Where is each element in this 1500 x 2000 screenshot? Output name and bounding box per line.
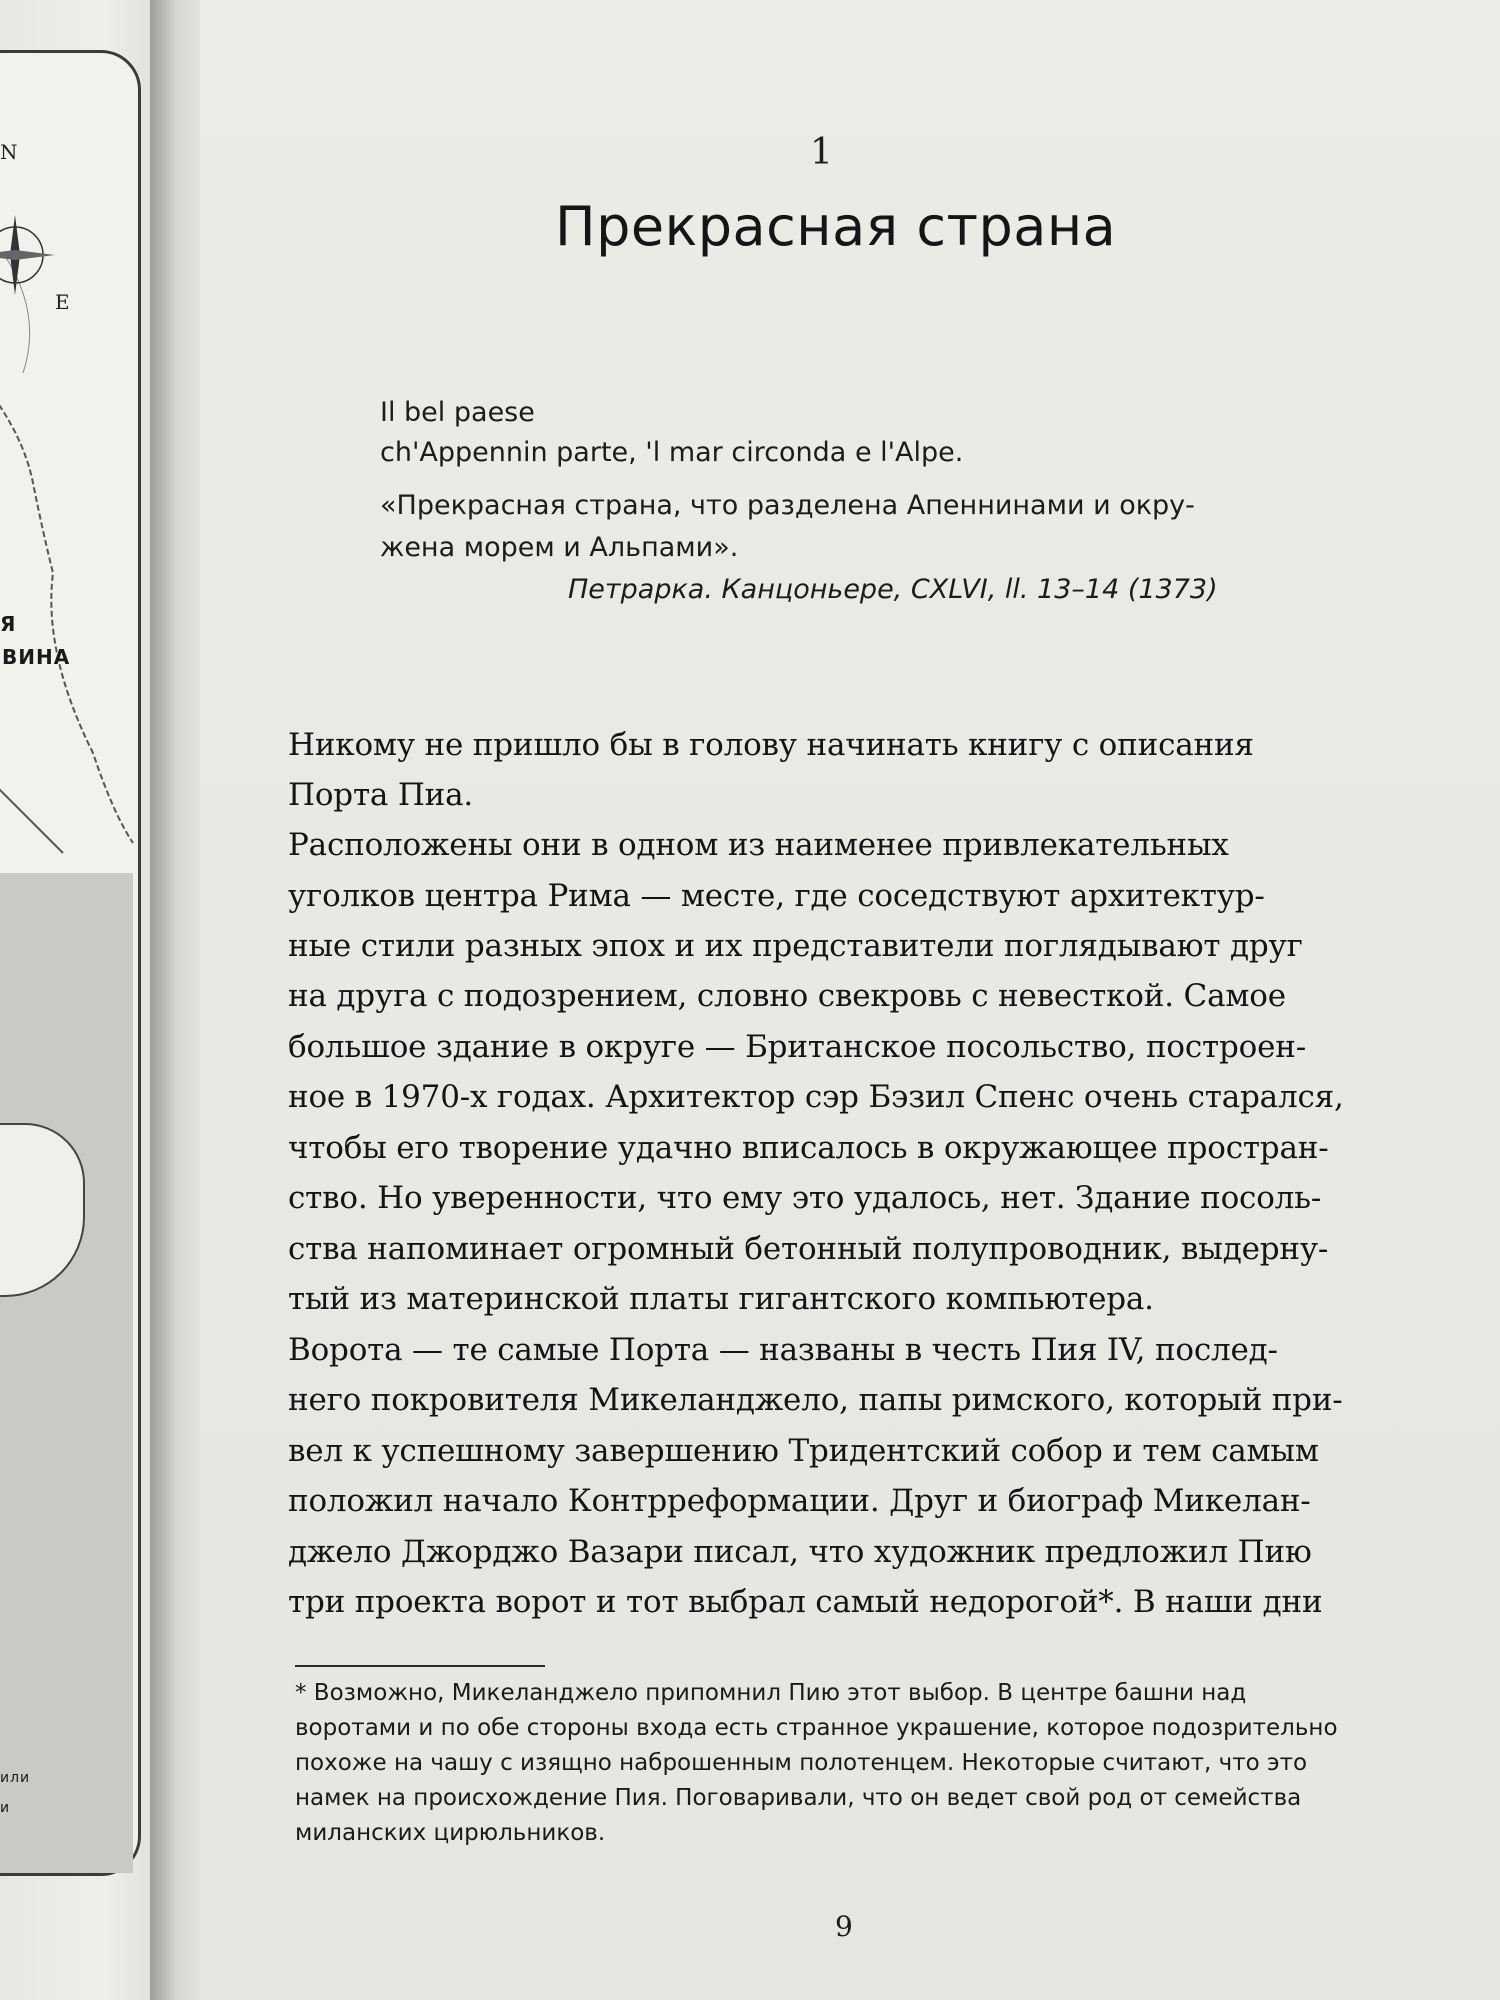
body-line: три проекта ворот и тот выбрал самый недорогой*. В наши дни (288, 1584, 1323, 1620)
body-line: него покровителя Микеланджело, папы римского, который при- (288, 1382, 1343, 1418)
chapter-title: Прекрасная страна (555, 195, 1117, 258)
body-line: Порта Пиа. (288, 777, 474, 813)
map-small-label-1: или (0, 1770, 31, 1786)
body-line: джело Джорджо Вазари писал, что художник предложил Пию (288, 1534, 1312, 1570)
page-number: 9 (835, 1910, 853, 1943)
footnote-line: намек на происхождение Пия. Поговаривали, что он ведет свой род от семейства (295, 1785, 1302, 1811)
compass-east-label: E (55, 290, 70, 314)
body-line: на друга с подозрением, словно свекровь с невесткой. Самое (288, 978, 1286, 1014)
body-line: Расположены они в одном из наименее привлекательных (288, 827, 1229, 863)
chapter-number: 1 (810, 132, 833, 173)
body-line: уголков центра Рима — месте, где соседствуют архитектур- (288, 878, 1265, 914)
epigraph-line-1: Il bel paese (380, 397, 535, 428)
map-region-label-2: ВИНА (2, 645, 71, 669)
footnote-line: воротами и по обе стороны входа есть странное украшение, которое подозрительно (295, 1715, 1338, 1741)
body-line: чтобы его творение удачно вписалось в окружающее простран- (288, 1130, 1329, 1166)
map-region-label-1: Я (0, 612, 17, 636)
compass-north-label: N (0, 140, 18, 164)
epigraph-translation-line-1: «Прекрасная страна, что разделена Апеннинами и окру- (380, 490, 1195, 521)
compass-rose-icon (0, 210, 60, 300)
body-line: большое здание в округе — Британское посольство, построен- (288, 1029, 1306, 1065)
body-line: Ворота — те самые Порта — названы в честь Пия IV, послед- (288, 1332, 1278, 1368)
map-small-label-2: и (0, 1800, 11, 1816)
epigraph-translation-line-2: жена морем и Альпами». (380, 532, 739, 563)
body-line: тый из материнской платы гигантского компьютера. (288, 1281, 1154, 1317)
epigraph-line-2: ch'Appennin parte, 'l mar circonda e l'Alpe. (380, 437, 964, 468)
map-sea-area (0, 873, 133, 1873)
footnote-separator (295, 1665, 545, 1667)
map-frame (0, 50, 141, 1876)
body-line: ства напоминает огромный бетонный полупроводник, выдерну- (288, 1231, 1329, 1267)
footnote-line: миланских цирюльников. (295, 1820, 606, 1846)
body-line: ные стили разных эпох и их представители поглядывают друг (288, 928, 1303, 964)
body-line: вел к успешному завершению Тридентский собор и тем самым (288, 1433, 1319, 1469)
footnote-line: похоже на чашу с изящно наброшенным полотенцем. Некоторые считают, что это (295, 1750, 1308, 1776)
footnote-line: * Возможно, Микеланджело припомнил Пию этот выбор. В центре башни над (295, 1680, 1247, 1706)
body-line: ство. Но уверенности, что ему это удалось, нет. Здание посоль- (288, 1180, 1322, 1216)
epigraph-attribution: Петрарка. Канцоньере, CXLVI, ll. 13–14 (1373) (568, 574, 1218, 605)
body-line: ное в 1970-х годах. Архитектор сэр Бэзил Спенс очень старался, (288, 1079, 1344, 1115)
body-line: положил начало Контрреформации. Друг и биограф Микелан- (288, 1483, 1311, 1519)
body-line: Никому не пришло бы в голову начинать книгу с описания (288, 727, 1254, 763)
